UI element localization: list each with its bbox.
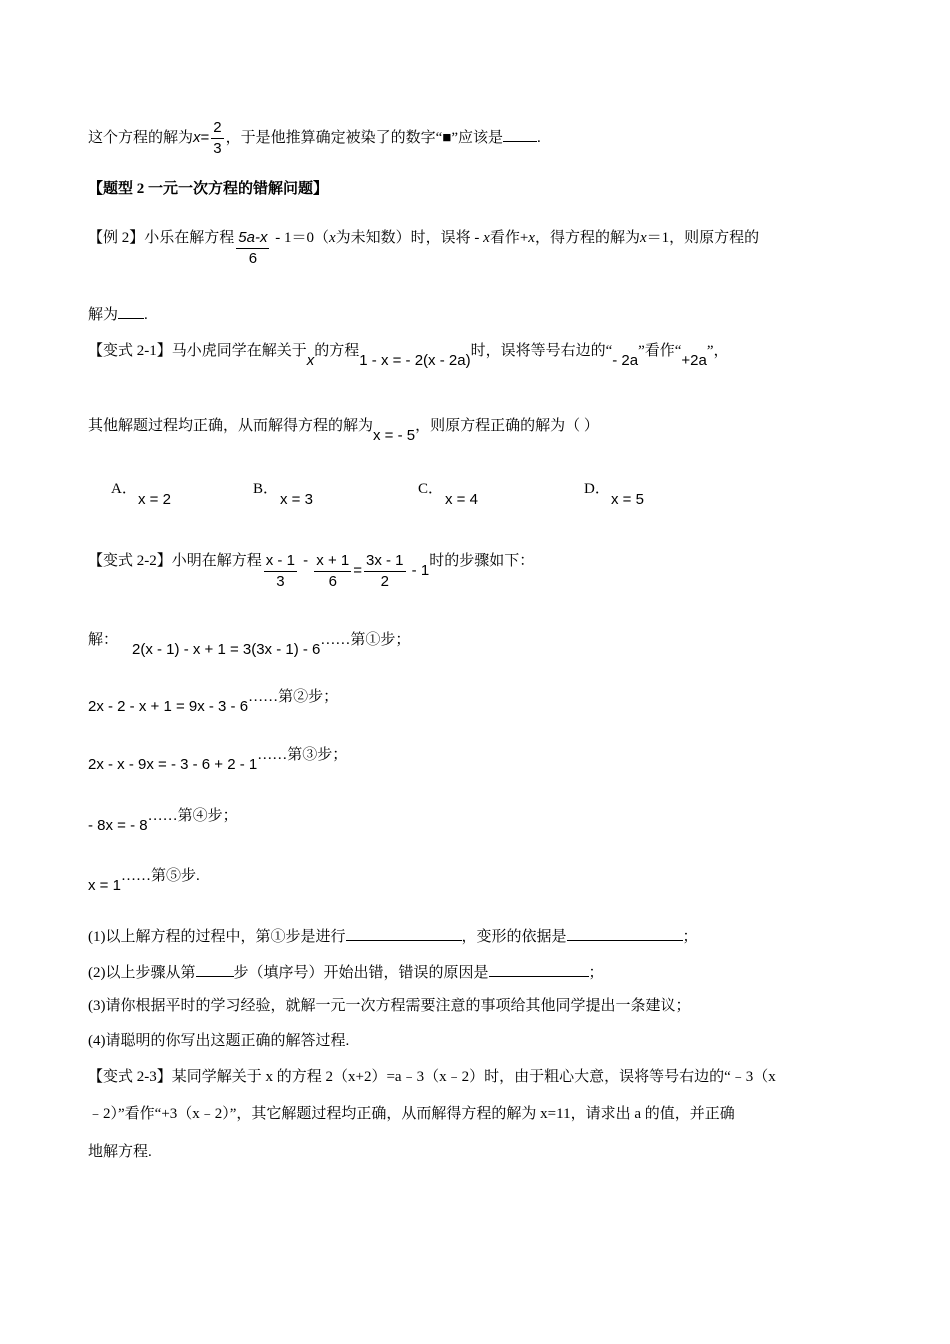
question-2-c: ； [588, 965, 604, 981]
option-c-value[interactable]: x = 4 [445, 491, 478, 508]
question-1 [88, 925, 698, 947]
variant-2-1-line [88, 341, 729, 369]
answer-blank [503, 126, 537, 142]
variant-2-1-line2-text: 其他解题过程均正确，从而解得方程的解为 [88, 418, 374, 434]
question-3: (3)请你根据平时的学习经验，就解一元一次方程需要注意的事项给其他同学提出一条建议； [88, 998, 691, 1014]
solution-step-4 [88, 806, 238, 834]
example-2-text2: - 1＝0（ [271, 230, 329, 246]
variant-2-2-fraction-1 [264, 551, 297, 592]
intro-fraction-den: 3 [213, 140, 222, 157]
step-3-note: ……第③步； [257, 747, 348, 763]
solve-label: 解： [88, 632, 119, 648]
fraction-3-den: 2 [380, 573, 389, 590]
step-4-equation: - 8x = - 8 [88, 817, 148, 834]
variant-2-2-fraction-3 [364, 551, 406, 592]
question-2-a: (2)以上步骤从第 [88, 965, 196, 981]
example-2-text1: 小乐在解方程 [144, 230, 235, 246]
step-5-equation: x = 1 [88, 877, 121, 894]
example-2-answer-line [88, 303, 148, 325]
fraction-2-den: 6 [328, 573, 337, 590]
fraction-2-num: x + 1 [314, 551, 351, 572]
variant-2-1-wrong-solution: x = - 5 [373, 427, 416, 444]
example-2-end: . [144, 307, 148, 323]
example-2-var3: x [528, 230, 535, 246]
section-title: 【题型 2 一元一次方程的错解问题】 [88, 181, 329, 197]
fraction-1-num: x - 1 [264, 551, 297, 572]
variant-2-2-tail: - 1 [407, 562, 430, 579]
example-2-answer-blank [118, 303, 144, 319]
example-2-text4: 看作+ [489, 230, 529, 246]
step-4-note: ……第④步； [147, 808, 238, 824]
solution-step-3 [88, 745, 348, 773]
example-2-text6: ＝1，则原方程的 [646, 230, 760, 246]
variant-2-3-line1: 【变式 2-3】某同学解关于 x 的方程 2（x+2）=a﹣3（x﹣2）时，由于粗心大意，误将等号右边的“﹣3（x [88, 1069, 776, 1085]
intro-end: . [537, 129, 541, 146]
question-2-blank-1[interactable] [196, 961, 234, 977]
intro-suffix: ”应该是 [451, 129, 504, 146]
option-b-label[interactable]: B． [253, 481, 279, 497]
variant-2-2-text2: 时的步骤如下： [429, 553, 535, 569]
variant-2-1-line2b: ，则原方程正确的解为（ ） [415, 418, 599, 434]
variant-2-1-text4: ”看作“ [638, 343, 682, 359]
variant-2-2-label: 【变式 2-2】 [88, 553, 172, 569]
step-1-note: ……第①步； [320, 632, 411, 648]
fraction-3-num: 3x - 1 [364, 551, 406, 572]
solution-step-1 [88, 630, 411, 658]
intro-middle: ，于是他推算确定被染了的数字“ [225, 129, 443, 146]
question-1-blank-2[interactable] [567, 925, 683, 941]
variant-2-1-text3: 时，误将等号右边的“ [470, 343, 613, 359]
step-1-equation: 2(x - 1) - x + 1 = 3(3x - 1) - 6 [132, 641, 321, 658]
example-2-text5: ，得方程的解为 [534, 230, 640, 246]
step-3-equation: 2x - x - 9x = - 3 - 6 + 2 - 1 [88, 756, 258, 773]
intro-var: x [193, 128, 201, 146]
intro-fraction-num: 2 [211, 118, 223, 139]
variant-2-1-text1: 马小虎同学在解关于 [171, 343, 307, 359]
variant-2-1-label: 【变式 2-1】 [88, 343, 172, 359]
question-1-blank-1[interactable] [346, 925, 462, 941]
example-2-fraction-den: 6 [248, 250, 258, 267]
option-c-label[interactable]: C． [418, 481, 444, 497]
step-5-note: ……第⑤步. [120, 868, 200, 884]
variant-2-2-line [88, 551, 534, 592]
question-1-a: (1)以上解方程的过程中，第①步是进行 [88, 929, 346, 945]
example-2-line [88, 228, 759, 269]
example-2-var4: x [639, 230, 647, 246]
intro-prefix: 这个方程的解为 [88, 129, 194, 146]
question-1-c: ； [682, 929, 698, 945]
intro-solution-line [88, 118, 541, 159]
variant-2-1-minus-2a: - 2a [612, 352, 639, 369]
variant-2-1-plus-2a: +2a [681, 352, 707, 369]
example-2-text3: 为未知数）时，误将 - [335, 230, 484, 246]
step-2-note: ……第②步； [248, 689, 339, 705]
question-2-b: 步（填序号）开始出错，错误的原因是 [233, 965, 489, 981]
option-b-value[interactable]: x = 3 [280, 491, 313, 508]
example-2-var: x [328, 230, 336, 246]
variant-2-2-op2: = [353, 562, 362, 579]
question-1-b: ，变形的依据是 [461, 929, 567, 945]
question-2 [88, 961, 604, 983]
variant-2-1-text5: ”， [706, 343, 729, 359]
variant-2-1-text2: 的方程 [314, 343, 360, 359]
step-2-equation: 2x - 2 - x + 1 = 9x - 3 - 6 [88, 698, 249, 715]
variant-2-3-line2: ﹣2）”看作“+3（x﹣2）”，其它解题过程均正确，从而解得方程的解为 x=11，请求出 a 的值，并正确 [88, 1106, 735, 1122]
option-d-value[interactable]: x = 5 [611, 491, 644, 508]
stained-digit-mark: ■ [442, 129, 452, 146]
intro-eq: = [200, 128, 210, 146]
intro-fraction [211, 118, 223, 159]
variant-2-2-fraction-2 [314, 551, 351, 592]
solution-step-5 [88, 866, 200, 894]
example-2-fraction [236, 228, 269, 269]
example-2-fraction-num: 5a-x [236, 228, 269, 249]
example-2-label: 【例 2】 [88, 230, 145, 246]
variant-2-2-op1: - [298, 552, 313, 569]
question-2-blank-2[interactable] [489, 961, 589, 977]
question-4: (4)请聪明的你写出这题正确的解答过程. [88, 1033, 350, 1049]
variant-2-1-equation: 1 - x = - 2(x - 2a) [359, 352, 471, 369]
option-a-value[interactable]: x = 2 [138, 491, 171, 508]
option-d-label[interactable]: D． [584, 481, 610, 497]
variant-2-1-var: x [306, 352, 315, 369]
fraction-1-den: 3 [276, 573, 285, 590]
variant-2-2-text1: 小明在解方程 [171, 553, 262, 569]
variant-2-3-line3: 地解方程. [88, 1144, 152, 1160]
example-2-var2: x [483, 230, 490, 246]
solution-step-2 [88, 687, 339, 715]
example-2-line2: 解为 [88, 307, 119, 323]
variant-2-1-line2 [88, 416, 599, 444]
option-a-label[interactable]: A． [111, 481, 137, 497]
